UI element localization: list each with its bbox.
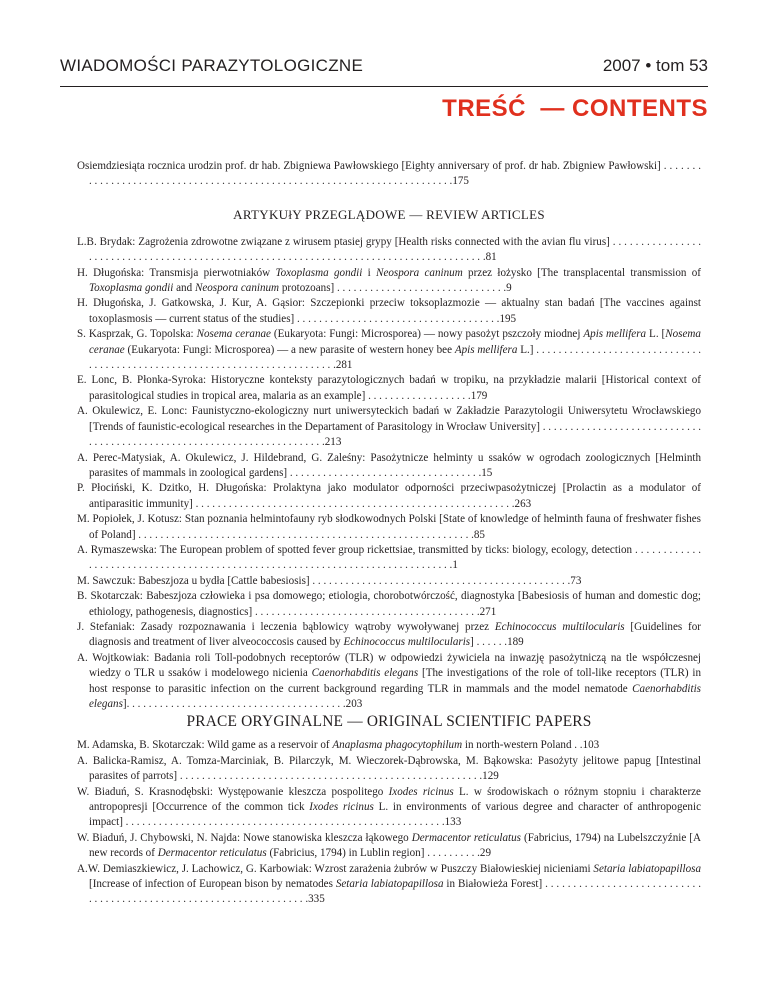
section-heading-original: PRACE ORYGINALNE — ORIGINAL SCIENTIFIC PAPERS (186, 713, 592, 731)
toc-entry: B. Skotarczak: Babeszjoza człowieka i psa domowego; etiologia, chorobotwórczość, diagnostyka [Babesiosis of human and domestic dog; ethiology, pathogenesis, diagnostics] . . . . . . . . . . . . . . . . . . . . . . . . . . . . . . . . . . . . . . . . .271 (77, 590, 701, 618)
section-heading-review: ARTYKUłY PRZEGLĄDOWE — REVIEW ARTICLES (233, 206, 545, 222)
toc-entry: W. Biaduń, S. Krasnodębski: Występowanie kleszcza pospolitego Ixodes ricinus L. w środowiskach o różnym stopniu i charakterze antropopresji [Occurrence of the common tick Ixodes ricinus L. in environments of various degree and character of anthropogenic impact] . . . . . . . . . . . . . . . . . . . . . . . . . . . . . . . . . . . . . . . . . . . . . . . . . . . . . . . . . .133 (77, 785, 701, 829)
toc-entry: P. Płociński, K. Dzitko, H. Długońska: Prolaktyna jako modulator odporności przeciwpasożytniczej [Prolactin as a modulator of antiparasitic immunity] . . . . . . . . . . . . . . . . . . . . . . . . . . . . . . . . . . . . . . . . . . . . . . . . . . . . . . . . . .263 (77, 482, 701, 510)
toc-entry: S. Kasprzak, G. Topolska: Nosema ceranae (Eukaryota: Fungi: Microsporea) — nowy pasożyt pszczoły miodnej Apis mellifera L. [Nosema ceranae (Eukaryota: Fungi: Microsporea) — a new parasite of western honey bee Apis mellifera L.] . . . . . . . . . . . . . . . . . . . . . . . . . . . . . . . . . . . . . . . . . . . . . . . . . . . . . . . . . . . . . . . . . . . . . . . . . . .281 (77, 328, 701, 372)
toc-entry: H. Długońska: Transmisja pierwotniaków Toxoplasma gondii i Neospora caninum przez łożysko [The transplacental transmission of Toxoplasma gondii and Neospora caninum protozoans] . . . . . . . . . . . . . . . . . . . . . . . . . . . . . . .9 (77, 266, 701, 295)
toc-entry: Osiemdziesiąta rocznica urodzin prof. dr hab. Zbigniewa Pawłowskiego [Eighty anniversary of prof. dr hab. Zbigniew Pawłowski] . . . . . . . . . . . . . . . . . . . . . . . . . . . . . . . . . . . . . . . . . . . . . . . . . . . . . . . . . . . . . . . . . . . . . . . . .175 (77, 160, 701, 188)
toc-entry: A.W. Demiaszkiewicz, J. Lachowicz, G. Karbowiak: Wzrost zarażenia żubrów w Puszczy Białowieskiej nicieniami Setaria labiatopapillosa [Increase of infection of European bison by nematodes Setaria labiatopapillosa in Białowieża Forest] . . . . . . . . . . . . . . . . . . . . . . . . . . . . . . . . . . . . . . . . . . . . . . . . . . . . . . . . . . . . . . . . . . . .335 (77, 862, 701, 906)
original-papers-list (77, 738, 701, 907)
toc-entry: L.B. Brydak: Zagrożenia zdrowotne związane z wirusem ptasiej grypy [Health risks connected with the avian flu virus] . . . . . . . . . . . . . . . . . . . . . . . . . . . . . . . . . . . . . . . . . . . . . . . . . . . . . . . . . . . . . . . . . . . . . . . . . . . . . . . . . . . . . . . .81 (77, 235, 701, 264)
toc-entry: A. Balicka-Ramisz, A. Tomza-Marciniak, B. Pilarczyk, M. Wieczorek-Dąbrowska, M. Bąkowska: Pasożyty jelitowe papug [Intestinal parasites of parrots] . . . . . . . . . . . . . . . . . . . . . . . . . . . . . . . . . . . . . . . . . . . . . . . . . . . . . . .129 (77, 754, 701, 783)
toc-entry: M. Popiołek, J. Kotusz: Stan poznania helmintofauny ryb słodkowodnych Polski [State of knowledge of helminth fauna of freshwater fishes of Poland] . . . . . . . . . . . . . . . . . . . . . . . . . . . . . . . . . . . . . . . . . . . . . . . . . . . . . . . . . . . . .85 (77, 513, 701, 541)
volume-label: 2007 • tom 53 (602, 56, 708, 75)
contents-title: TREŚĆ — CONTENTS (442, 95, 708, 122)
toc-entry: M. Sawczuk: Babeszjoza u bydła [Cattle babesiosis] . . . . . . . . . . . . . . . . . . . . . . . . . . . . . . . . . . . . . . . . . . . . . . .73 (77, 574, 582, 587)
toc-entry: A. Perec-Matysiak, A. Okulewicz, J. Hildebrand, G. Zaleśny: Pasożytnicze helminty u ssaków w ogrodach zoologicznych [Helminth parasites of mammals in zoological gardens] . . . . . . . . . . . . . . . . . . . . . . . . . . . . . . . . . . .15 (77, 451, 701, 479)
review-articles-list (77, 235, 701, 713)
journal-name: WIADOMOŚCI PARAZYTOLOGICZNE (60, 56, 364, 75)
toc-entry: A. Rymaszewska: The European problem of spotted fever group rickettsiae, transmitted by ticks: biology, ecology, detection . . . . . . . . . . . . . . . . . . . . . . . . . . . . . . . . . . . . . . . . . . . . . . . . . . . . . . . . . . . . . . . . . . . . . . . . . . . . . .1 (77, 543, 701, 572)
toc-entry: A. Wojtkowiak: Badania roli Toll-podobnych receptorów (TLR) w odpowiedzi żywiciela na inwazję pasożytniczą na tle współczesnej wiedzy o TLR u ssaków i modelowego nicienia Caenorhabditis elegans [The investigations of the role of toll-like receptors (TLR) in host response to parasitic infection on the current background regarding TLR in mammals and the model nematode Caenorhabditis elegans]. . . . . . . . . . . . . . . . . . . . . . . . . . . . . . . . . . . . . . . .203 (77, 651, 701, 710)
toc-entry: A. Okulewicz, E. Lonc: Faunistyczno-ekologiczny nurt uniwersyteckich badań w Zakładzie Parazytologii Uniwersytetu Wrocławskiego [Trends of faunistic-ecological researches in the Departament of Parasitology in Wrocław University] . . . . . . . . . . . . . . . . . . . . . . . . . . . . . . . . . . . . . . . . . . . . . . . . . . . . . . . . . . . . . . . . . . . . . . . .213 (77, 405, 701, 449)
toc-entry: E. Lonc, B. Płonka-Syroka: Historyczne konteksty parazytologicznych badań w tropiku, na przykładzie malarii [Historical context of parasitological studies in tropical area, malaria as an example] . . . . . . . . . . . . . . . . . . .179 (77, 374, 701, 402)
toc-entry: H. Długońska, J. Gatkowska, J. Kur, A. Gąsior: Szczepionki przeciw toksoplazmozie — aktualny stan badań [The vaccines against toxoplasmosis — current status of the studies] . . . . . . . . . . . . . . . . . . . . . . . . . . . . . . . . . . . . .195 (77, 297, 701, 325)
contents-list (77, 159, 701, 908)
toc-entry: J. Stefaniak: Zasady rozpoznawania i leczenia bąblowicy wątroby wywoływanej przez Echinococcus multilocularis [Guidelines for diagnosis and treatment of liver alveococcosis caused by Echinococcus multilocularis] . . . . . .189 (77, 620, 701, 649)
page-header (60, 52, 708, 87)
toc-entry: M. Adamska, B. Skotarczak: Wild game as a reservoir of Anaplasma phagocytophilum in north-western Poland . .103 (77, 739, 600, 752)
toc-entry: W. Biaduń, J. Chybowski, N. Najda: Nowe stanowiska kleszcza łąkowego Dermacentor reticulatus (Fabricius, 1794) na Lubelszczyźnie [A new records of Dermacentor reticulatus (Fabricius, 1794) in Lublin region] . . . . . . . . . .29 (77, 831, 702, 860)
